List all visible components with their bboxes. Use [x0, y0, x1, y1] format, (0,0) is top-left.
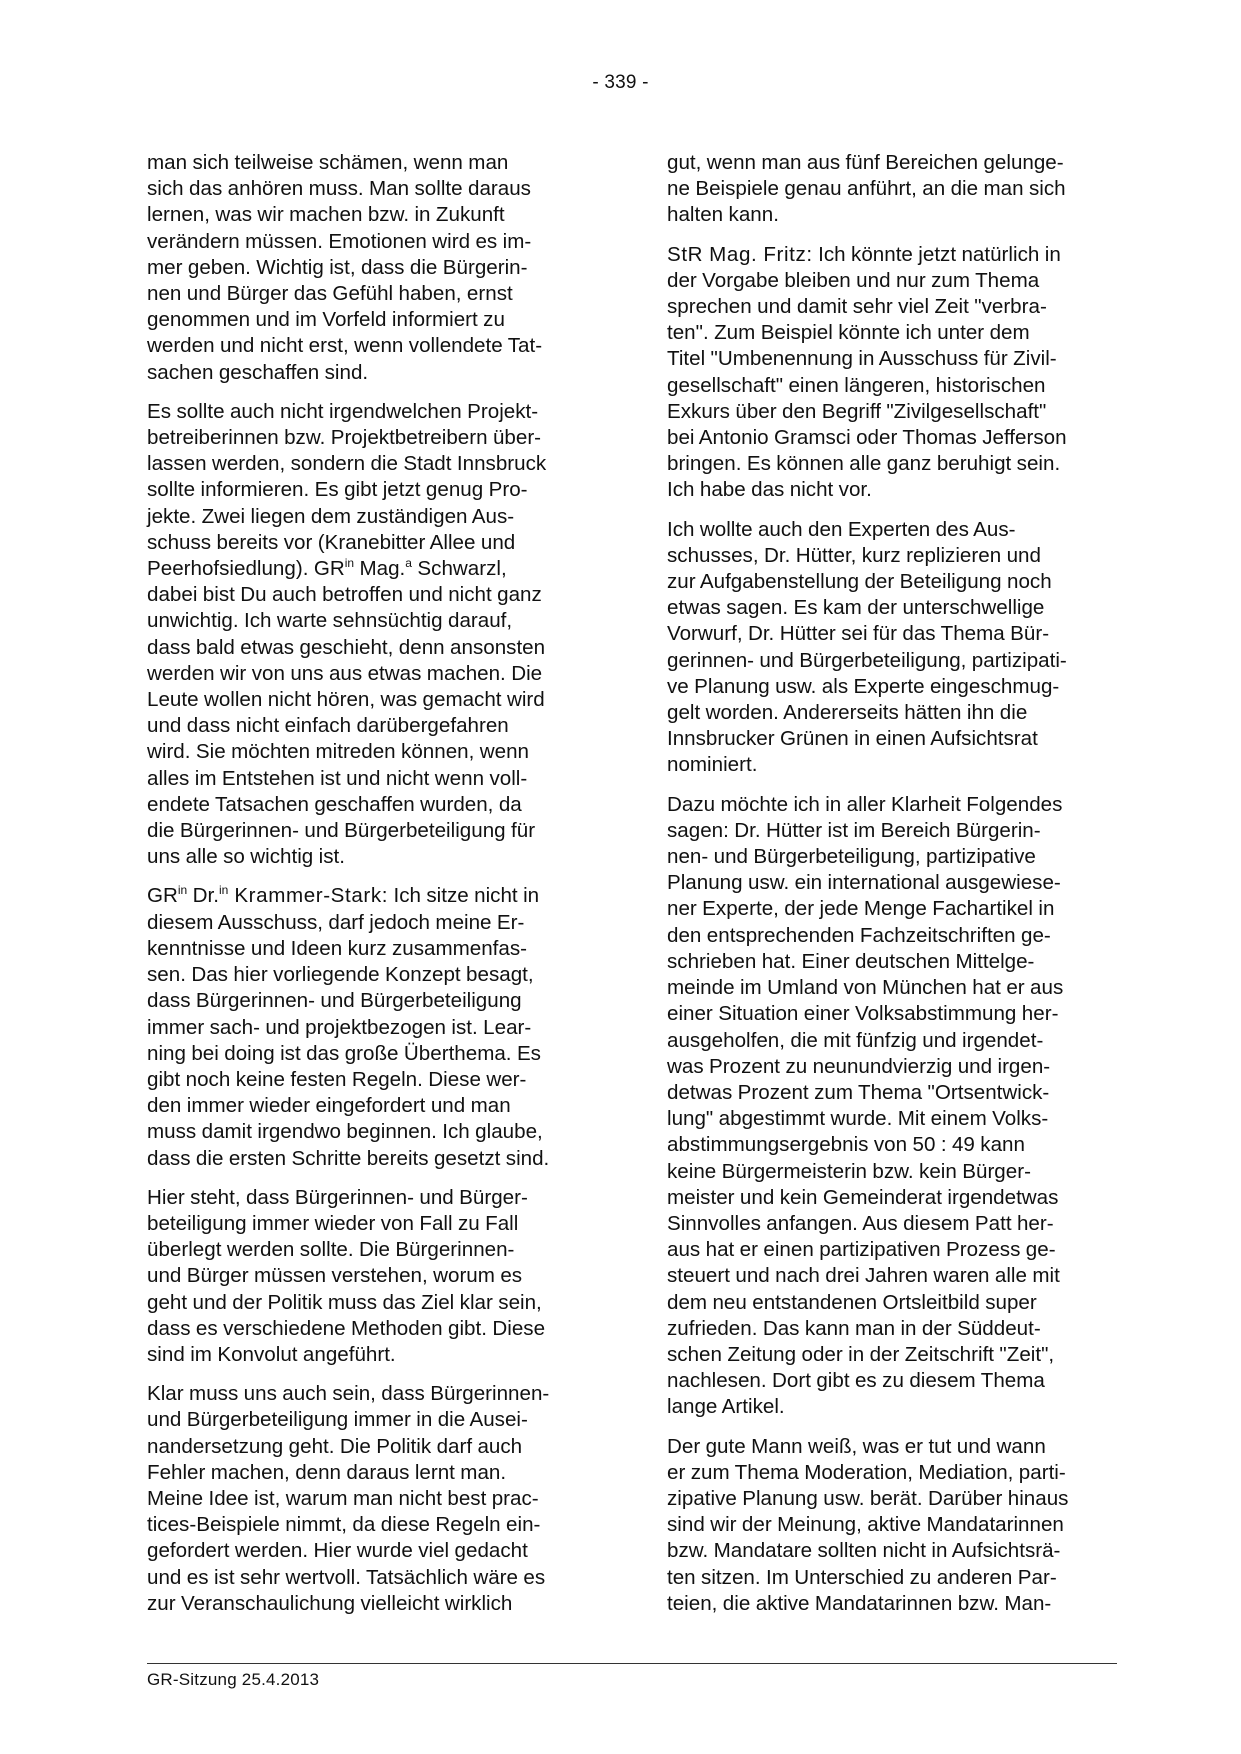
superscript: in — [177, 883, 188, 898]
text-line: schusses, Dr. Hütter, kurz replizieren und — [667, 543, 1041, 567]
text-line: endete Tatsachen geschaffen wurden, da — [147, 792, 522, 816]
text-line: lassen werden, sondern die Stadt Innsbruck — [147, 452, 547, 476]
text-line: zur Aufgabenstellung der Beteiligung noch — [667, 570, 1052, 594]
text-line: halten kann. — [667, 203, 779, 227]
text-line: Meine Idee ist, warum man nicht best prac- — [147, 1486, 539, 1510]
text-line: Vorwurf, Dr. Hütter sei für das Thema Bür- — [667, 622, 1050, 646]
paragraph — [147, 883, 605, 1171]
text-line: tices-Beispiele nimmt, da diese Regeln ein- — [147, 1513, 541, 1537]
text-line: gut, wenn man aus fünf Bereichen gelunge- — [667, 151, 1064, 174]
text-line: bei Antonio Gramsci oder Thomas Jefferson — [667, 426, 1067, 450]
text-line: steuert und nach drei Jahren waren alle mit — [667, 1264, 1060, 1288]
text-line: ve Planung usw. als Experte eingeschmug- — [667, 674, 1060, 698]
text-line: schuss bereits vor (Kranebitter Allee und — [147, 530, 516, 554]
text-line: sich das anhören muss. Man sollte daraus — [147, 177, 531, 201]
paragraph — [667, 792, 1125, 1421]
superscript: in — [344, 556, 355, 571]
text-line: keine Bürgermeisterin bzw. kein Bürger- — [667, 1159, 1031, 1183]
text-line: nachlesen. Dort gibt es zu diesem Thema — [667, 1369, 1045, 1393]
text-line: ner Experte, der jede Menge Fachartikel in — [667, 897, 1055, 921]
text-line: sind im Konvolut angeführt. — [147, 1342, 396, 1366]
text-line: Leute wollen nicht hören, was gemacht wird — [147, 688, 545, 712]
speaker-name: Dr. — [187, 884, 219, 908]
text-line: der Vorgabe bleiben und nur zum Thema — [667, 268, 1040, 292]
text-line: detwas Prozent zum Thema "Ortsentwick- — [667, 1080, 1050, 1104]
paragraph — [147, 399, 605, 871]
text-line: Hier steht, dass Bürgerinnen- und Bürger- — [147, 1185, 528, 1209]
text-line: jekte. Zwei liegen dem zuständigen Aus- — [147, 504, 515, 528]
superscript: a — [405, 556, 412, 571]
text-line: lernen, was wir machen bzw. in Zukunft — [147, 203, 505, 227]
text-line: wird. Sie möchten mitreden können, wenn — [147, 740, 529, 764]
text-fragment: Ich könnte jetzt natürlich in — [812, 242, 1061, 266]
text-line: den immer wieder eingefordert und man — [147, 1094, 511, 1118]
text-line: verändern müssen. Emotionen wird es im- — [147, 229, 532, 253]
text-line: dass Bürgerinnen- und Bürgerbeteiligung — [147, 989, 522, 1013]
text-line: meister und kein Gemeinderat irgendetwas — [667, 1185, 1059, 1209]
text-line: bzw. Mandatare sollten nicht in Aufsichtsrä- — [667, 1539, 1061, 1563]
text-line: dass es verschiedene Methoden gibt. Diese — [147, 1316, 546, 1340]
text-line: nen- und Bürgerbeteiligung, partizipative — [667, 845, 1036, 869]
text-fragment: Ich sitze nicht in — [388, 884, 540, 908]
text-line: ten". Zum Beispiel könnte ich unter dem — [667, 321, 1030, 345]
paragraph — [667, 1434, 1125, 1617]
paragraph — [147, 1185, 605, 1368]
text-line: dass die ersten Schritte bereits gesetzt sind. — [147, 1146, 550, 1170]
left-column — [147, 150, 605, 1630]
text-line: dass bald etwas geschieht, denn ansonsten — [147, 635, 546, 659]
text-line: schrieben hat. Einer deutschen Mittelge- — [667, 949, 1035, 973]
right-column — [667, 150, 1125, 1630]
text-line: zipative Planung usw. berät. Darüber hinaus — [667, 1486, 1069, 1510]
text-line: Sinnvolles anfangen. Aus diesem Patt her- — [667, 1211, 1054, 1235]
text-line: beteiligung immer wieder von Fall zu Fall — [147, 1211, 519, 1235]
text-line: gelt worden. Andererseits hätten ihn die — [667, 701, 1028, 725]
text-line: und Bürgerbeteiligung immer in die Ausei- — [147, 1408, 528, 1432]
text-line: Exkurs über den Begriff "Zivilgesellschaft" — [667, 399, 1047, 423]
text-line: geht und der Politik muss das Ziel klar sein, — [147, 1290, 542, 1314]
text-line: immer sach- und projektbezogen ist. Lear- — [147, 1015, 532, 1039]
text-line: ausgeholfen, die mit fünfzig und irgendet- — [667, 1028, 1044, 1052]
text-line: Klar muss uns auch sein, dass Bürgerinnen- — [147, 1382, 550, 1406]
text-line: Ich wollte auch den Experten des Aus- — [667, 517, 1016, 541]
speaker-name: GR — [147, 884, 178, 908]
text-line: aus hat er einen partizipativen Prozess ge- — [667, 1238, 1056, 1262]
text-line: sind wir der Meinung, aktive Mandatarinnen — [667, 1513, 1064, 1537]
text-line: mer geben. Wichtig ist, dass die Bürgerin- — [147, 255, 528, 279]
text-line: was Prozent zu neunundvierzig und irgen- — [667, 1054, 1051, 1078]
text-line: ne Beispiele genau anführt, an die man sich — [667, 177, 1066, 201]
paragraph — [667, 242, 1125, 504]
footer-session-date: GR-Sitzung 25.4.2013 — [147, 1670, 320, 1689]
text-line: genommen und im Vorfeld informiert zu — [147, 308, 505, 332]
superscript: in — [218, 883, 229, 898]
text-line: ning bei doing ist das große Überthema. Es — [147, 1041, 541, 1065]
text-line: Es sollte auch nicht irgendwelchen Projekt- — [147, 399, 539, 423]
text-fragment: Peerhofsiedlung). GR — [147, 557, 345, 581]
text-line: meinde im Umland von München hat er aus — [667, 976, 1064, 1000]
text-line: gerinnen- und Bürgerbeteiligung, partizipati- — [667, 648, 1067, 672]
paragraph — [667, 150, 1125, 229]
text-line: uns alle so wichtig ist. — [147, 845, 345, 869]
text-line: zur Veranschaulichung vielleicht wirklich — [147, 1591, 513, 1615]
text-line: sagen: Dr. Hütter ist im Bereich Bürgerin- — [667, 818, 1041, 842]
text-line: Planung usw. ein international ausgewiese- — [667, 871, 1061, 895]
text-line: alles im Entstehen ist und nicht wenn voll- — [147, 766, 528, 790]
text-line: dabei bist Du auch betroffen und nicht ganz — [147, 583, 542, 607]
text-line: und Bürger müssen verstehen, worum es — [147, 1264, 523, 1288]
text-line: Der gute Mann weiß, was er tut und wann — [667, 1434, 1046, 1458]
text-line: teien, die aktive Mandatarinnen bzw. Man- — [667, 1591, 1052, 1615]
text-line: sprechen und damit sehr viel Zeit "verbra- — [667, 295, 1047, 319]
text-line: die Bürgerinnen- und Bürgerbeteiligung für — [147, 819, 536, 843]
text-line: etwas sagen. Es kam der unterschwellige — [667, 596, 1045, 620]
text-line: betreiberinnen bzw. Projektbetreibern über- — [147, 426, 542, 450]
text-line: zufrieden. Das kann man in der Süddeut- — [667, 1316, 1041, 1340]
text-line: Titel "Umbenennung in Ausschuss für Zivil- — [667, 347, 1057, 371]
text-line: unwichtig. Ich warte sehnsüchtig darauf, — [147, 609, 513, 633]
text-line: einer Situation einer Volksabstimmung her- — [667, 1002, 1059, 1026]
text-fragment: Schwarzl, — [411, 557, 507, 581]
text-line: werden und nicht erst, wenn vollendete Tat- — [147, 334, 543, 358]
text-line: bringen. Es können alle ganz beruhigt sein. — [667, 452, 1061, 476]
text-line — [667, 242, 1125, 268]
text-line: sollte informieren. Es gibt jetzt genug Pro- — [147, 478, 528, 502]
text-line: lung" abgestimmt wurde. Mit einem Volks- — [667, 1107, 1049, 1131]
text-line: sachen geschaffen sind. — [147, 360, 369, 384]
text-line: den entsprechenden Fachzeitschriften ge- — [667, 923, 1051, 947]
text-line: abstimmungsergebnis von 50 : 49 kann — [667, 1133, 1025, 1157]
text-line — [147, 883, 605, 909]
text-line: nen und Bürger das Gefühl haben, ernst — [147, 282, 513, 306]
text-line: sen. Das hier vorliegende Konzept besagt, — [147, 963, 534, 987]
paragraph — [667, 517, 1125, 779]
text-fragment: Mag. — [354, 557, 406, 581]
footer-divider — [147, 1663, 1117, 1664]
paragraph — [147, 150, 605, 386]
text-line: dem neu entstandenen Ortsleitbild super — [667, 1290, 1037, 1314]
text-line: Innsbrucker Grünen in einen Aufsichtsrat — [667, 727, 1038, 751]
text-line: gibt noch keine festen Regeln. Diese wer- — [147, 1067, 527, 1091]
text-line: gesellschaft" einen längeren, historischen — [667, 373, 1046, 397]
text-line: gefordert werden. Hier wurde viel gedacht — [147, 1539, 528, 1563]
text-line: muss damit irgendwo beginnen. Ich glaube, — [147, 1120, 543, 1144]
text-line: lange Artikel. — [667, 1395, 785, 1419]
speaker-name: Krammer-Stark: — [228, 884, 389, 908]
text-line: nominiert. — [667, 753, 758, 777]
paragraph — [147, 1381, 605, 1617]
speaker-name: StR Mag. Fritz: — [667, 242, 813, 266]
text-line — [147, 556, 605, 582]
text-line: und dass nicht einfach darübergefahren — [147, 714, 509, 738]
text-line: kenntnisse und Ideen kurz zusammenfas- — [147, 936, 527, 960]
page-number: - 339 - — [592, 72, 649, 93]
text-line: er zum Thema Moderation, Mediation, parti- — [667, 1460, 1066, 1484]
text-line: überlegt werden sollte. Die Bürgerinnen- — [147, 1238, 515, 1262]
text-line: man sich teilweise schämen, wenn man — [147, 151, 509, 174]
text-line: werden wir von uns aus etwas machen. Die — [147, 661, 543, 685]
text-line: Fehler machen, denn daraus lernt man. — [147, 1460, 507, 1484]
text-line: und es ist sehr wertvoll. Tatsächlich wäre es — [147, 1565, 546, 1589]
text-line: Ich habe das nicht vor. — [667, 478, 872, 502]
text-line: nandersetzung geht. Die Politik darf auch — [147, 1434, 523, 1458]
text-line: diesem Ausschuss, darf jedoch meine Er- — [147, 910, 525, 934]
text-line: ten sitzen. Im Unterschied zu anderen Par- — [667, 1565, 1057, 1589]
text-line: Dazu möchte ich in aller Klarheit Folgendes — [667, 792, 1063, 816]
text-line: schen Zeitung oder in der Zeitschrift "Zeit", — [667, 1342, 1055, 1366]
